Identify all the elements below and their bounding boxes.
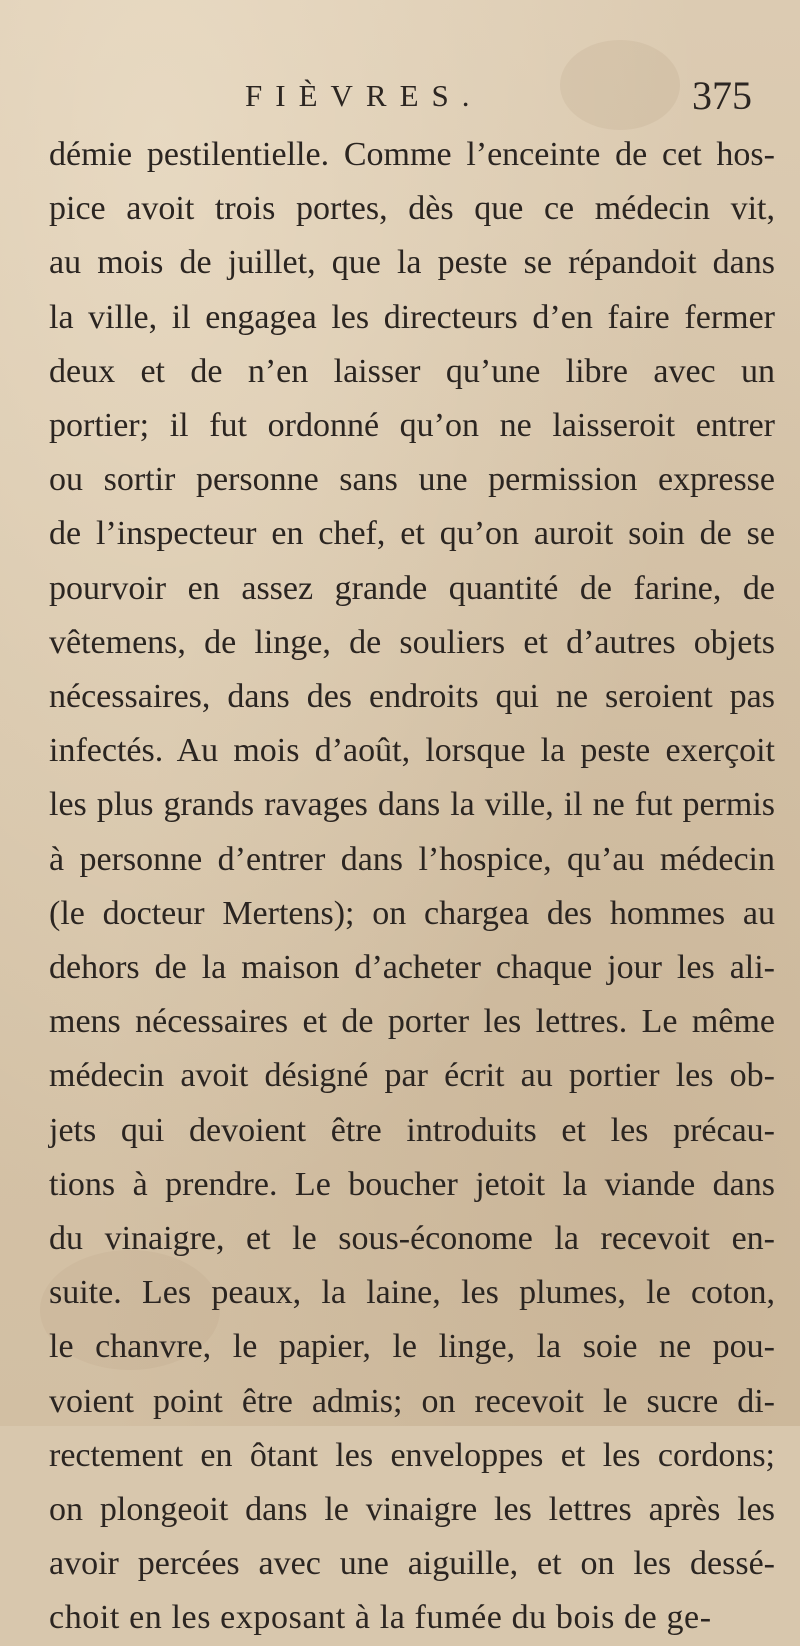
text-line: à personne d’entrer dans l’hospice, qu’au médecin [49,840,775,878]
text-line: de l’inspecteur en chef, et qu’on auroit soin de se [49,515,775,553]
text-line: pice avoit trois portes, dès que ce médecin vit, [49,190,775,228]
text-line: la ville, il engagea les directeurs d’en faire fermer [49,298,775,336]
text-line: dehors de la maison d’acheter chaque jour les ali- [49,949,775,987]
text-line: rectement en ôtant les enveloppes et les cordons; [49,1436,775,1474]
running-head: FIÈVRES. [245,78,483,113]
text-line: au mois de juillet, que la peste se répandoit dans [49,244,775,282]
text-line: jets qui devoient être introduits et les précau- [49,1111,775,1149]
text-line: vêtemens, de linge, de souliers et d’autres objets [49,623,775,661]
text-line: démie pestilentielle. Comme l’enceinte de cet hos- [49,136,775,173]
text-line: on plongeoit dans le vinaigre les lettres après les [49,1491,775,1529]
text-line: du vinaigre, et le sous-économe la recevoit en- [49,1220,775,1258]
text-line: portier; il fut ordonné qu’on ne laisseroit entrer [49,407,775,445]
text-line: nécessaires, dans des endroits qui ne seroient pas [49,678,775,716]
text-line: infectés. Au mois d’août, lorsque la peste exerçoit [49,732,775,770]
text-line: médecin avoit désigné par écrit au portier les ob- [49,1057,775,1095]
text-line: le chanvre, le papier, le linge, la soie ne pou- [49,1328,775,1366]
text-line: pourvoir en assez grande quantité de farine, de [49,569,775,607]
page-header [0,72,800,124]
text-line: tions à prendre. Le boucher jetoit la viande dans [49,1165,775,1203]
text-line: les plus grands ravages dans la ville, il ne fut permis [49,786,775,824]
text-line: ou sortir personne sans une permission expresse [49,461,775,499]
page-number: 375 [692,73,752,118]
text-line: avoir percées avec une aiguille, et on les dessé- [49,1545,775,1583]
body-text [49,128,775,1646]
text-line: deux et de n’en laisser qu’une libre avec un [49,352,775,390]
text-line: (le docteur Mertens); on chargea des hommes au [49,894,775,932]
text-line: mens nécessaires et de porter les lettres. Le même [49,1003,775,1041]
text-line: suite. Les peaux, la laine, les plumes, le coton, [49,1274,775,1312]
text-line: voient point être admis; on recevoit le sucre di- [49,1382,775,1420]
text-line: choit en les exposant à la fumée du bois de ge- [49,1599,712,1637]
